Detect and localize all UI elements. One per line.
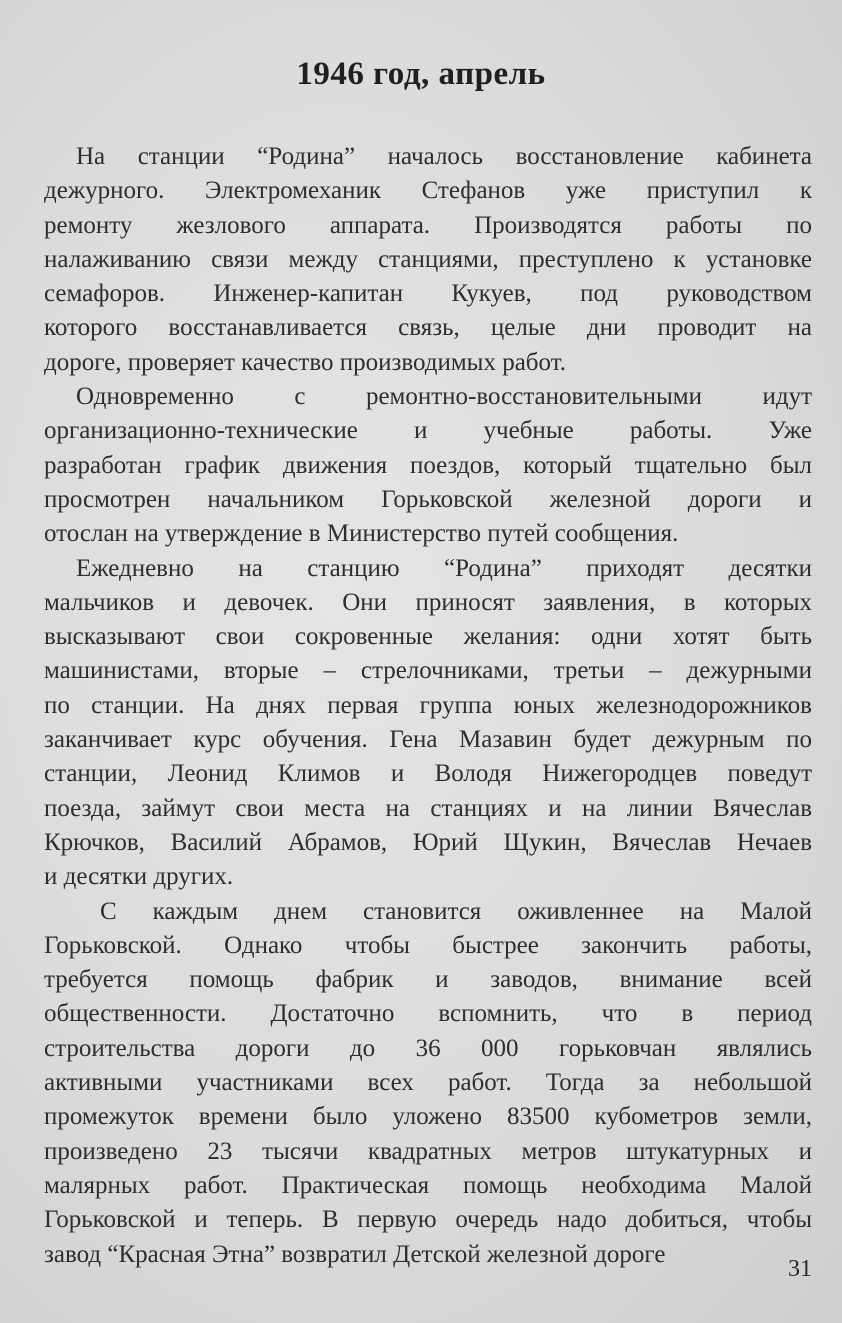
text-line: промежуток времени было уложено 83500 кубометров земли,: [44, 1103, 812, 1131]
text-line: дороге, проверяет качество производимых работ.: [44, 348, 566, 376]
text-line: налаживанию связи между станциями, преступлено к установке: [44, 245, 812, 273]
page-number: 31: [788, 1256, 812, 1282]
page-title: 1946 год, апрель: [296, 56, 546, 92]
text-line: Ежедневно на станцию “Родина” приходят десятки: [76, 554, 812, 582]
text-line: поезда, займут свои места на станциях и на линии Вячеслав: [44, 794, 812, 822]
text-line: малярных работ. Практическая помощь необходима Малой: [44, 1171, 812, 1199]
text-line: по станции. На днях первая группа юных железнодорожников: [44, 691, 812, 719]
text-line: семафоров. Инженер-капитан Кукуев, под руководством: [44, 280, 812, 308]
text-line: просмотрен начальником Горьковской железной дороги и: [44, 485, 812, 513]
text-line: строительства дороги до 36 000 горьковчан являлись: [44, 1034, 812, 1062]
text-line: общественности. Достаточно вспомнить, что в период: [44, 1000, 812, 1028]
text-line: требуется помощь фабрик и заводов, внимание всей: [44, 966, 812, 994]
text-line: завод “Красная Этна” возвратил Детской железной дороге: [44, 1240, 666, 1268]
text-line: На станции “Родина” началось восстановление кабинета: [76, 143, 812, 170]
text-line: высказывают свои сокровенные желания: одни хотят быть: [44, 623, 812, 651]
text-line: станции, Леонид Климов и Володя Нижегородцев поведут: [44, 760, 812, 788]
text-line: разработан график движения поездов, который тщательно был: [44, 451, 812, 479]
text-line: мальчиков и девочек. Они приносят заявления, в которых: [44, 588, 812, 616]
text-line: С каждым днем становится оживленнее на Малой: [100, 897, 812, 925]
body-text: [44, 140, 812, 1272]
text-line: Горьковской. Однако чтобы быстрее закончить работы,: [44, 931, 812, 959]
text-line: организационно-технические и учебные работы. Уже: [44, 417, 812, 445]
text-line: отослан на утверждение в Министерство путей сообщения.: [44, 520, 679, 548]
text-line: Одновременно с ремонтно-восстановительными идут: [76, 383, 812, 411]
text-line: заканчивает курс обучения. Гена Мазавин будет дежурным по: [44, 726, 812, 754]
text-line: ремонту жезлового аппарата. Производятся работы по: [44, 211, 812, 239]
text-line: машинистами, вторые – стрелочниками, третьи – дежурными: [44, 657, 812, 685]
text-line: дежурного. Электромеханик Стефанов уже приступил к: [44, 177, 812, 205]
text-line: Крючков, Василий Абрамов, Юрий Щукин, Вячеслав Нечаев: [44, 828, 812, 856]
text-line: которого восстанавливается связь, целые дни проводит на: [44, 314, 812, 342]
text-line: активными участниками всех работ. Тогда за небольшой: [44, 1069, 812, 1097]
text-line: и десятки других.: [44, 863, 234, 891]
text-line: Горьковской и теперь. В первую очередь надо добиться, чтобы: [44, 1206, 812, 1234]
text-line: произведено 23 тысячи квадратных метров штукатурных и: [44, 1137, 812, 1165]
